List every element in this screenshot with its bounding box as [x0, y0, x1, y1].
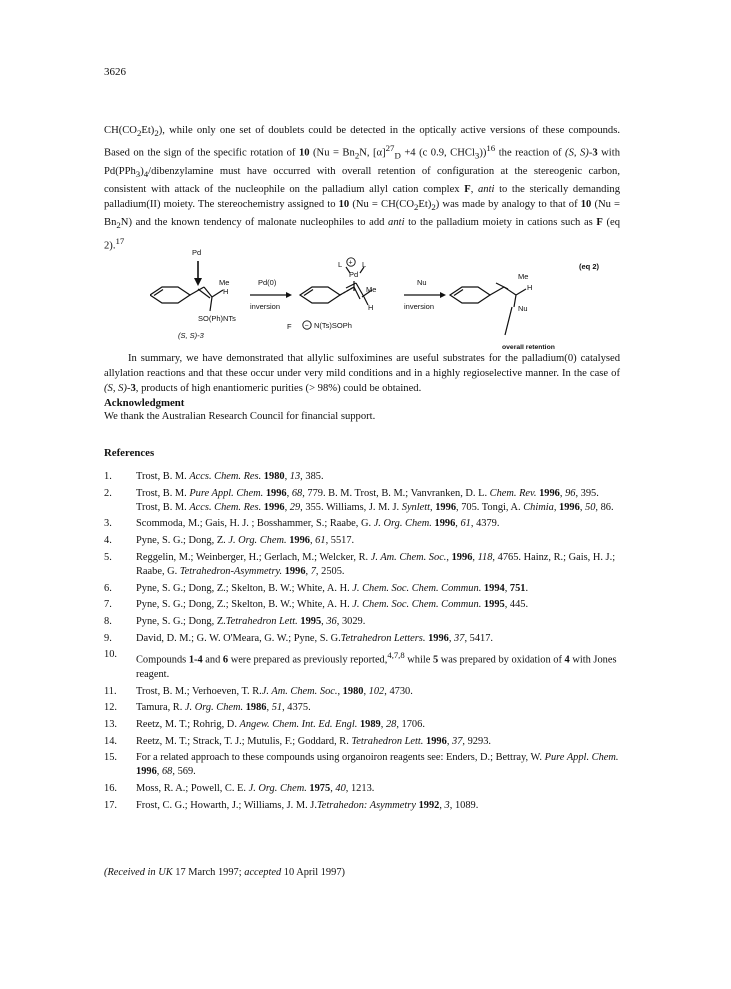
- paragraph-continuation: $CH(CO_2Et)_2$), while only one set of doublets could be detected in the optically active versions of these compounds. Based on the sign of the specific rotation of 10 ($Nu = Bn_2N$, $[\alpha]^{27}_D +4$ (c 0.9, CHCl$_3$))$^{16}$ the reaction of (S, S)-3 with $Pd(PPh_3)_4$/dibenzylamine must have occurred with overall retention of configuration at the stereogenic carbon, consistent with attack of the nucleophile on the palladium allyl cation complex F, anti to the sterically demanding palladium(II) moiety. The stereochemistry assigned to 10 $(Nu = CH(CO_2Et)_2)$ was made by analogy to that of 10 $(Nu = Bn_2N)$ and the known tendency of malonate nucleophiles to add anti to the palladium moiety in cations such as F (eq 2).$^{17}$: [104, 125, 621, 252]
- reference-item: 11. Trost, B. M.; Verhoeven, T. R.J. Am. Chem. Soc., 1980, 102, 4730.: [104, 685, 413, 697]
- reference-item: 10. Compounds 1-4 and 6 were prepared as previously reported,$^{4,7,8}$ while 5 was prepared by oxidation of 4 with Jones reagent.: [104, 649, 617, 680]
- cyclohexene-ring-2: [300, 287, 340, 303]
- reference-item: 4. Pyne, S. G.; Dong, Z. J. Org. Chem. 1996, 61, 5517.: [104, 535, 355, 547]
- reference-item: 12. Tamura, R. J. Org. Chem. 1986, 51, 4375.: [104, 702, 311, 714]
- acknowledgment-text: We thank the Australian Research Council for financial support.: [104, 411, 376, 422]
- cyclohexene-ring-3: [450, 287, 490, 303]
- charge-minus-label: −: [304, 322, 309, 330]
- overall-retention-label: overall retention: [502, 344, 555, 351]
- reference-item: 5. Reggelin, M.; Weinberger, H.; Gerlach, M.; Welcker, R. J. Am. Chem. Soc., 1996, 118, 4765. Hainz, R.; Gais, H. J.; Raabe, G. Tetrahedron-Asymmetry. 1996, 7, 2505.: [104, 551, 616, 577]
- reference-item: 1. Trost, B. M. Accs. Chem. Res. 1980, 13, 385.: [104, 471, 324, 482]
- pd-complex-label: Pd: [349, 270, 359, 279]
- received-dates: (Received in UK 17 March 1997; accepted 10 April 1997): [104, 867, 345, 878]
- h-label: H: [368, 303, 374, 312]
- references-list: [104, 470, 624, 813]
- arrow2-bottom-label: inversion: [404, 302, 435, 311]
- cyclohexene-ring-1: [150, 287, 190, 303]
- reference-item: 13. Reetz, M. T.; Rohrig, D. Angew. Chem. Int. Ed. Engl. 1989, 28, 1706.: [104, 719, 425, 730]
- reference-item: 9. David, D. M.; G. W. O'Meara, G. W.; Pyne, S. G.Tetrahedron Letters. 1996, 37, 5417.: [104, 632, 494, 644]
- complex-f-label: F: [287, 322, 292, 331]
- acknowledgment-heading: Acknowledgment: [104, 397, 185, 409]
- sulfoximine-group-label: SO(Ph)NTs: [198, 314, 236, 323]
- reference-item: 17. Frost, C. G.; Howarth, J.; Williams, J. M. J.Tetrahedon: Asymmetry 1992, 3, 1089.: [104, 799, 479, 811]
- reference-item: 7. Pyne, S. G.; Dong, Z.; Skelton, B. W.; White, A. H. J. Chem. Soc. Chem. Commun. 1995, 445.: [104, 599, 529, 611]
- h-label: H: [527, 283, 533, 292]
- reaction-scheme: [150, 243, 580, 355]
- arrow1-bottom-label: inversion: [250, 302, 281, 311]
- h-label: H: [223, 287, 229, 296]
- compound-label: (S, S)-3: [178, 331, 204, 340]
- me-label: Me: [219, 278, 230, 287]
- ligand-label: L: [362, 260, 367, 269]
- reference-item: 2. Trost, B. M. Pure Appl. Chem. 1996, 68, 779. B. M. Trost, B. M.; Vanvranken, D. L. Chem. Rev. 1996, 96, 395. Trost, B. M. Accs. Chem. Res. 1996, 29, 355. Williams, J. M. J. Synlett, 1996, 705. Tongi, A. Chimia, 1996, 50, 86.: [104, 487, 614, 513]
- nu-label: Nu: [518, 304, 528, 313]
- anion-label: N(Ts)SOPh: [314, 321, 352, 330]
- reference-item: 14. Reetz, M. T.; Strack, T. J.; Mutulis, F.; Goddard, R. Tetrahedron Lett. 1996, 37, 9293.: [104, 735, 491, 747]
- arrow1-top-label: Pd(0): [258, 278, 277, 287]
- reference-item: 16. Moss, R. A.; Powell, C. E. J. Org. Chem. 1975, 40, 1213.: [104, 783, 375, 795]
- pd-label: Pd: [192, 248, 202, 257]
- reference-item: 3. Scommoda, M.; Gais, H. J. ; Bosshammer, S.; Raabe, G. J. Org. Chem. 1996, 61, 4379.: [104, 518, 500, 530]
- references-heading: References: [104, 447, 155, 459]
- paragraph-summary: In summary, we have demonstrated that allylic sulfoximines are useful substrates for the palladium(0) catalysed allylation reactions and that these occur under very mild conditions and in a highly regioselective manner. In the case of (S, S)-3, products of high enantiomeric purities (> 98%) could be obtained.: [104, 353, 620, 395]
- ligand-label: L: [338, 260, 343, 269]
- reference-item: 8. Pyne, S. G.; Dong, Z.Tetrahedron Lett. 1995, 36, 3029.: [104, 616, 366, 627]
- page-number: 3626: [104, 66, 126, 78]
- reference-item: 15. For a related approach to these compounds using organoiron reagents see: Enders, D.; Bettray, W. Pure Appl. Chem. 1996, 68, 569.: [104, 752, 619, 778]
- reference-item: 6. Pyne, S. G.; Dong, Z.; Skelton, B. W.; White, A. H. J. Chem. Soc. Chem. Commun. 1994, 751.: [104, 582, 529, 594]
- me-label: Me: [518, 272, 529, 281]
- arrow2-top-label: Nu: [417, 278, 427, 287]
- equation-label: (eq 2): [579, 262, 600, 271]
- charge-plus-label: +: [348, 259, 353, 267]
- me-label: Me: [366, 285, 377, 294]
